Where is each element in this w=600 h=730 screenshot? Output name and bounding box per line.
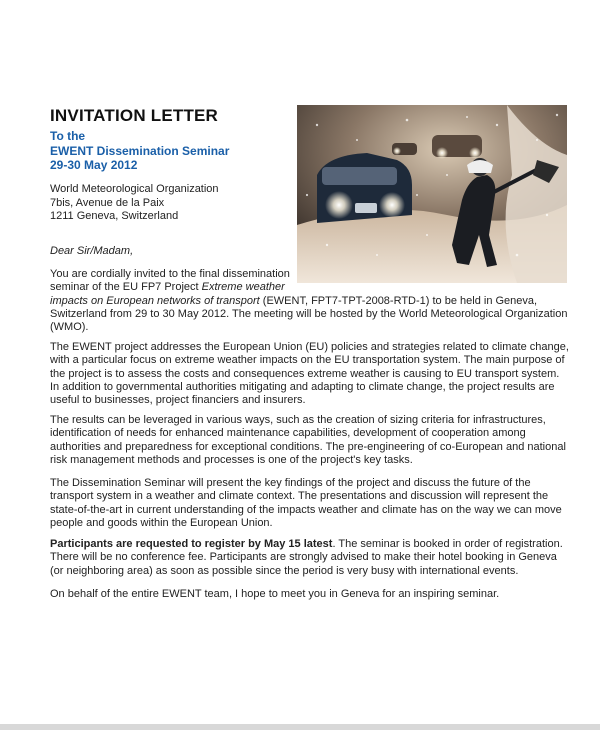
intro-line: You are cordially invited to the final dissemination (50, 268, 290, 280)
address-line: World Meteorological Organization (50, 183, 219, 195)
snowstorm-photo-illustration (297, 105, 567, 283)
address-line: 1211 Geneva, Switzerland (50, 210, 179, 222)
intro-text: seminar of the EU FP7 Project (50, 281, 202, 294)
paragraph-project-description: The EWENT project addresses the European Union (EU) policies and strategies related to climate change, with a particular focus on extreme weather impacts on the EU transportation system. The main purpose of the project is to assess the costs and consequences extreme weather is causing to EU transport system. In addition to governmental authorities mitigating and adapting to climate change, the project results are useful to businesses, project financiers and insurers. (50, 341, 569, 407)
intro-line (50, 295, 570, 335)
event-name: EWENT Dissemination Seminar (50, 143, 230, 158)
intro-line (50, 281, 570, 294)
intro-paragraph (50, 268, 570, 334)
recipient-to: To the (50, 129, 86, 143)
page-bottom-edge (0, 724, 600, 730)
registration-deadline: Participants are requested to register by May 15 latest (50, 538, 333, 550)
snowstorm-photo (297, 105, 567, 283)
event-dates: 29-30 May 2012 (50, 158, 138, 172)
intro-text: (EWENT, FPT7-TPT-2008-RTD-1) to be held in Geneva, Switzerland from 29 to 30 May 2012. The meeting will be hosted by the World Meteorological Organization (WMO). (50, 294, 568, 334)
address-block (50, 183, 219, 224)
recipient-heading (50, 129, 229, 173)
paragraph-seminar: The Dissemination Seminar will present the key findings of the project and discuss the future of the transport system in a weather and climate context. The presentations and discussion will represent the state-of-the-art in current understanding of the impacts weather and climate has on the way we can move people and goods within the European Union. (50, 477, 562, 529)
paragraph-registration (50, 538, 570, 578)
letter-title: INVITATION LETTER (50, 106, 219, 125)
paragraph-results: The results can be leveraged in various ways, such as the creation of sizing criteria for infrastructures, identification of needs for enhanced maintenance capabilities, development of cooperation among authorities and preparedness for exceptional conditions. The pre-engineering of co-European and national risk management methods and processes is one of the project's key tasks. (50, 414, 566, 466)
salutation: Dear Sir/Madam, (50, 245, 134, 257)
project-title-italic: Extreme weather (201, 281, 285, 294)
paragraph-closing: On behalf of the entire EWENT team, I hope to meet you in Geneva for an inspiring seminar. (50, 588, 500, 600)
registration-text: . The seminar is booked in order of registration. There will be no conference fee. Participants are strongly advised to make their hotel booking in Geneva (or neighboring area) as soon as possible since the period is very busy with international events. (50, 538, 563, 577)
project-title-italic: impacts on European networks of transport (50, 294, 260, 307)
address-line: 7bis, Avenue de la Paix (50, 196, 165, 209)
